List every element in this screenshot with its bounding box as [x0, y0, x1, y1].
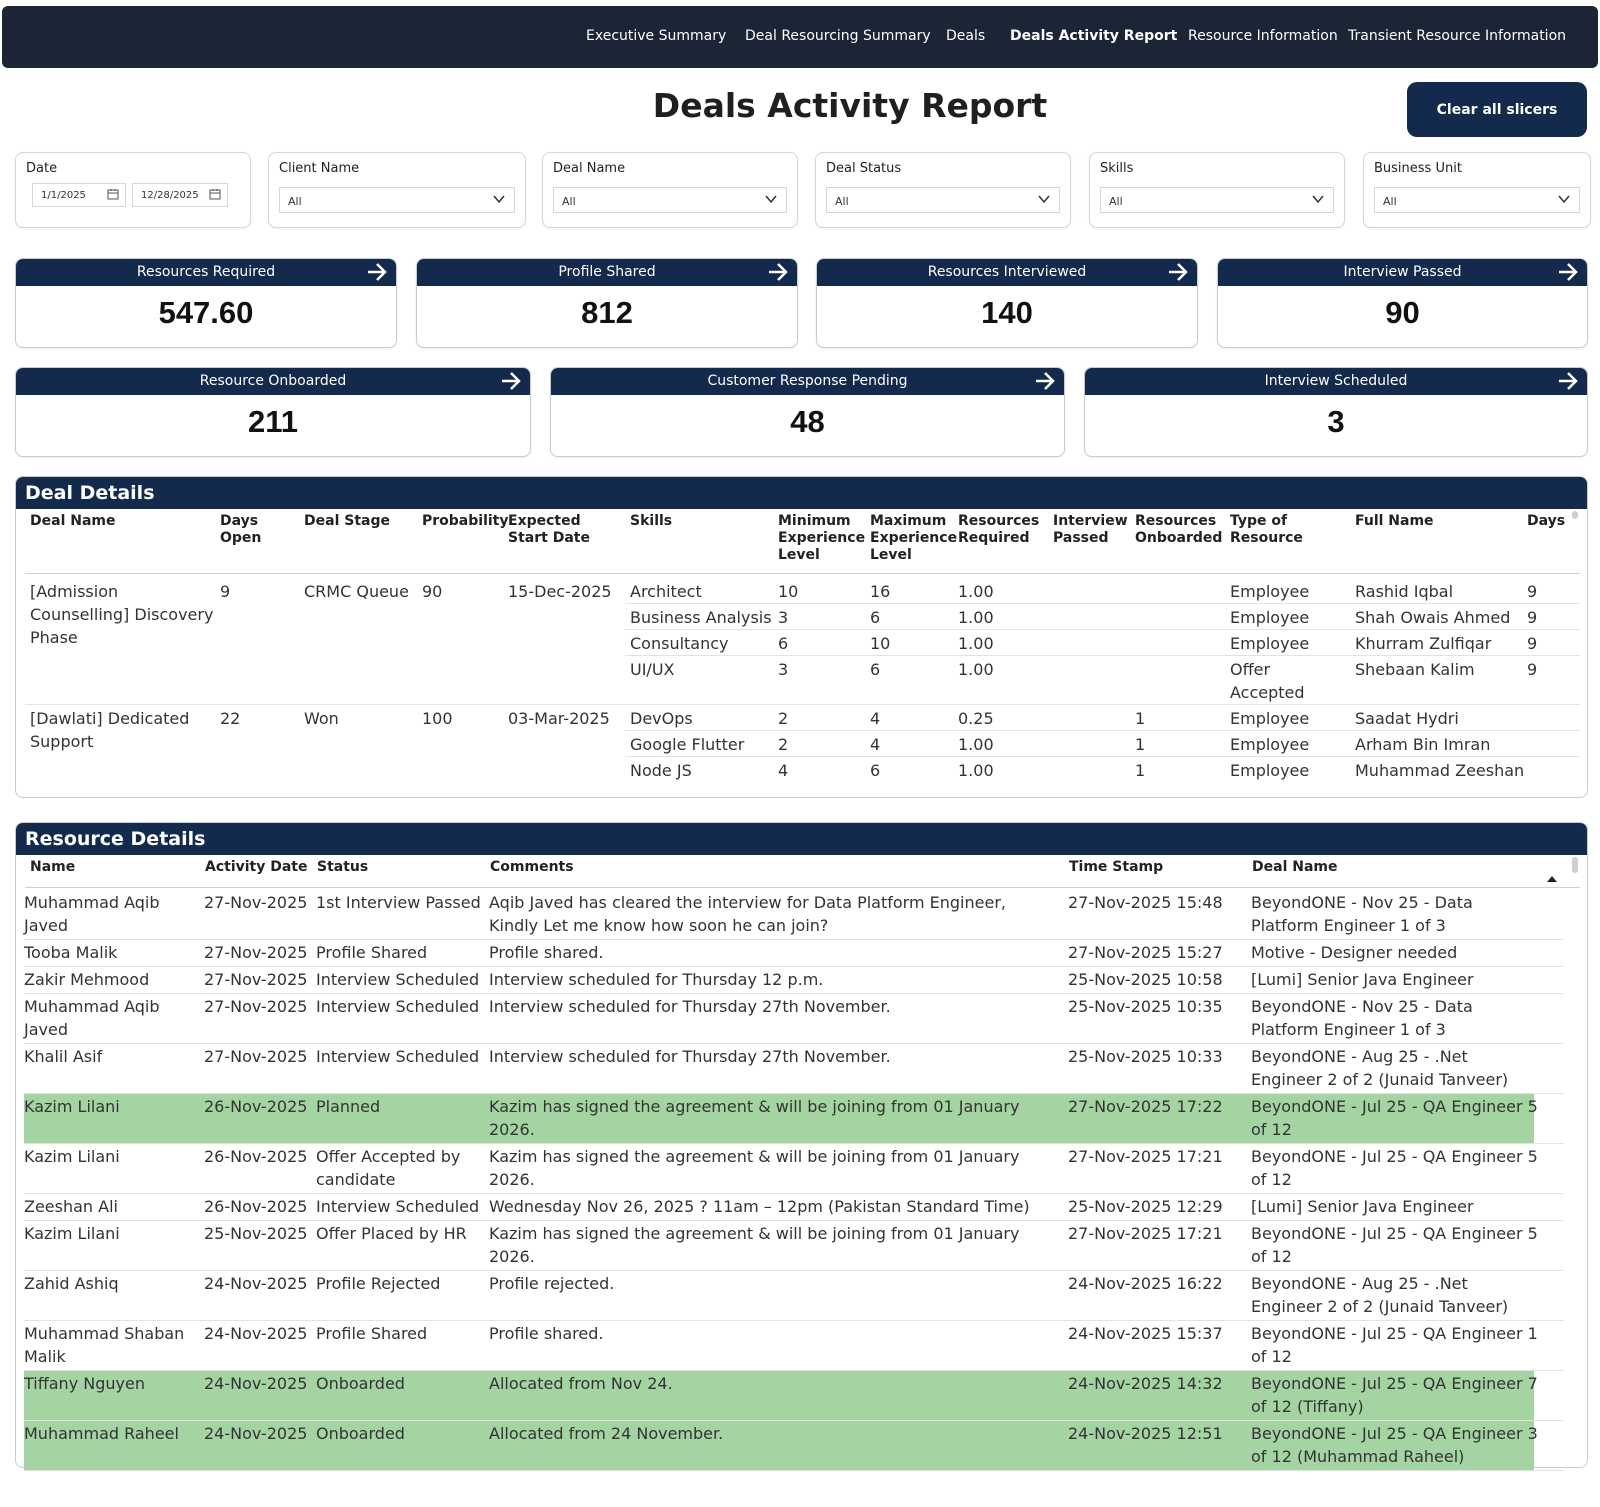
client-name-slicer	[268, 152, 526, 228]
skills-slicer	[1089, 152, 1345, 228]
status-cell: Onboarded	[316, 1374, 405, 1393]
timestamp-cell: 24-Nov-2025 12:51	[1068, 1424, 1223, 1443]
arrow-right-icon[interactable]	[500, 371, 522, 391]
arrow-right-icon[interactable]	[366, 262, 388, 282]
kpi-label: Customer Response Pending	[551, 368, 1064, 395]
deal-name-slicer	[542, 152, 798, 228]
required-cell: 1.00	[958, 582, 994, 601]
name-cell: Tiffany Nguyen	[24, 1374, 145, 1393]
type-cell: Employee	[1230, 761, 1310, 780]
skills-label: Skills	[1100, 161, 1134, 176]
deal-name-value: All	[562, 195, 576, 208]
timestamp-cell: 25-Nov-2025 10:35	[1068, 997, 1223, 1016]
activity-date-cell: 26-Nov-2025	[204, 1197, 308, 1216]
col-header[interactable]: Skills	[630, 513, 673, 529]
activity-date-cell: 24-Nov-2025	[204, 1274, 308, 1293]
status-cell: Interview Scheduled	[316, 1197, 480, 1216]
client-name-value: All	[288, 195, 302, 208]
deal-name-cell: BeyondONE - Aug 25 - .Net Engineer 2 of 2 (Junaid Tanveer)	[1251, 1274, 1509, 1316]
timestamp-cell: 24-Nov-2025 14:32	[1068, 1374, 1223, 1393]
kpi-profile-shared	[416, 258, 798, 348]
deal-name-label: Deal Name	[553, 161, 626, 176]
activity-date-cell: 26-Nov-2025	[204, 1097, 308, 1116]
deal-name-cell: BeyondONE - Nov 25 - Data Platform Engineer 1 of 3	[1251, 997, 1473, 1039]
deal-name-cell: [Lumi] Senior Java Engineer	[1251, 970, 1474, 989]
kpi-resources-interviewed	[816, 258, 1198, 348]
name-cell: Zakir Mehmood	[24, 970, 150, 989]
expected-start-cell: 15-Dec-2025	[508, 582, 612, 601]
status-cell: Profile Shared	[316, 943, 428, 962]
full-name-cell: Khurram Zulfiqar	[1355, 634, 1492, 653]
deal-stage-cell: Won	[304, 709, 339, 728]
col-header[interactable]: Name	[30, 859, 76, 875]
skill-cell: Node JS	[630, 761, 692, 780]
deal-name-dropdown[interactable]	[553, 187, 787, 213]
required-cell: 1.00	[958, 735, 994, 754]
min-exp-cell: 3	[778, 608, 789, 627]
name-cell: Tooba Malik	[24, 943, 118, 962]
date-from-value: 1/1/2025	[41, 190, 86, 201]
deal-status-label: Deal Status	[826, 161, 902, 176]
activity-date-cell: 24-Nov-2025	[204, 1424, 308, 1443]
col-header[interactable]: Interview Passed	[1053, 513, 1128, 546]
col-header[interactable]: Type of Resource	[1230, 513, 1303, 546]
calendar-icon[interactable]	[209, 188, 221, 200]
skill-cell: DevOps	[630, 709, 693, 728]
full-name-cell: Arham Bin Imran	[1355, 735, 1491, 754]
col-header[interactable]: Resources Required	[958, 513, 1040, 546]
comments-cell: Profile shared.	[489, 1324, 604, 1343]
kpi-value: 90	[1385, 295, 1420, 330]
kpi-label: Resources Interviewed	[817, 259, 1197, 286]
col-header[interactable]: Status	[317, 859, 369, 875]
status-cell: 1st Interview Passed	[316, 893, 481, 912]
min-exp-cell: 10	[778, 582, 799, 601]
deal-name-cell: [Lumi] Senior Java Engineer	[1251, 1197, 1474, 1216]
days-cell: 9	[1527, 634, 1538, 653]
min-exp-cell: 4	[778, 761, 789, 780]
deal-stage-cell: CRMC Queue	[304, 582, 409, 601]
resource-details-scrollbar[interactable]	[1572, 857, 1578, 873]
kpi-customer-response-pending	[550, 367, 1065, 457]
name-cell: Muhammad Shaban Malik	[24, 1324, 185, 1366]
timestamp-cell: 25-Nov-2025 10:58	[1068, 970, 1223, 989]
deal-name-cell: [Admission Counselling] Discovery Phase	[30, 582, 214, 647]
date-slicer	[15, 152, 251, 228]
status-cell: Interview Scheduled	[316, 997, 480, 1016]
skill-cell: Consultancy	[630, 634, 729, 653]
comments-cell: Kazim has signed the agreement & will be joining from 01 January 2026.	[489, 1147, 1020, 1189]
timestamp-cell: 25-Nov-2025 10:33	[1068, 1047, 1223, 1066]
kpi-label: Interview Passed	[1218, 259, 1587, 286]
col-header[interactable]: Maximum Experience Level	[870, 513, 958, 563]
max-exp-cell: 16	[870, 582, 891, 601]
timestamp-cell: 27-Nov-2025 17:21	[1068, 1147, 1223, 1166]
skill-cell: Architect	[630, 582, 702, 601]
kpi-value: 547.60	[158, 295, 254, 330]
top-nav-bar	[2, 6, 1598, 68]
arrow-right-icon[interactable]	[1557, 262, 1579, 282]
date-to-field[interactable]	[132, 183, 228, 207]
max-exp-cell: 6	[870, 608, 881, 627]
comments-cell: Allocated from Nov 24.	[489, 1374, 673, 1393]
name-cell: Muhammad Raheel	[24, 1424, 179, 1443]
deal-name-cell: BeyondONE - Jul 25 - QA Engineer 5 of 12	[1251, 1097, 1538, 1139]
onboarded-cell: 1	[1135, 735, 1146, 754]
kpi-label: Profile Shared	[417, 259, 797, 286]
skills-dropdown[interactable]	[1100, 187, 1334, 213]
col-header[interactable]: Activity Date	[205, 859, 308, 875]
comments-cell: Aqib Javed has cleared the interview for Data Platform Engineer, Kindly Let me know how soon he can join?	[489, 893, 1006, 935]
chevron-down-icon	[1557, 192, 1571, 206]
deal-name-cell: BeyondONE - Jul 25 - QA Engineer 7 of 12 (Tiffany)	[1251, 1374, 1538, 1416]
timestamp-cell: 27-Nov-2025 15:48	[1068, 893, 1223, 912]
max-exp-cell: 10	[870, 634, 891, 653]
status-cell: Onboarded	[316, 1424, 405, 1443]
activity-date-cell: 27-Nov-2025	[204, 893, 308, 912]
probability-cell: 100	[422, 709, 453, 728]
name-cell: Kazim Lilani	[24, 1097, 120, 1116]
full-name-cell: Shebaan Kalim	[1355, 660, 1475, 679]
skill-cell: Google Flutter	[630, 735, 745, 754]
col-header[interactable]: Probability	[422, 513, 509, 529]
client-name-dropdown[interactable]	[279, 187, 515, 213]
days-open-cell: 22	[220, 709, 241, 728]
full-name-cell: Shah Owais Ahmed	[1355, 608, 1511, 627]
comments-cell: Profile rejected.	[489, 1274, 615, 1293]
required-cell: 1.00	[958, 761, 994, 780]
date-from-field[interactable]	[32, 183, 126, 207]
kpi-resource-onboarded	[15, 367, 531, 457]
name-cell: Zeeshan Ali	[24, 1197, 118, 1216]
client-name-label: Client Name	[279, 161, 360, 176]
min-exp-cell: 6	[778, 634, 789, 653]
status-cell: Planned	[316, 1097, 381, 1116]
name-cell: Zahid Ashiq	[24, 1274, 119, 1293]
min-exp-cell: 2	[778, 709, 789, 728]
kpi-resources-required	[15, 258, 397, 348]
skill-cell: Business Analysis	[630, 608, 772, 627]
kpi-value: 812	[581, 295, 633, 330]
timestamp-cell: 24-Nov-2025 16:22	[1068, 1274, 1223, 1293]
activity-date-cell: 27-Nov-2025	[204, 943, 308, 962]
deal-status-value: All	[835, 195, 849, 208]
nav-executive-summary[interactable]: Executive Summary	[586, 28, 727, 44]
business-unit-label: Business Unit	[1374, 161, 1462, 176]
max-exp-cell: 6	[870, 761, 881, 780]
required-cell: 1.00	[958, 634, 994, 653]
days-open-cell: 9	[220, 582, 231, 601]
timestamp-cell: 27-Nov-2025 17:22	[1068, 1097, 1223, 1116]
arrow-right-icon[interactable]	[1034, 371, 1056, 391]
type-cell: Employee	[1230, 735, 1310, 754]
deal-name-cell: BeyondONE - Aug 25 - .Net Engineer 2 of 2 (Junaid Tanveer)	[1251, 1047, 1509, 1089]
comments-cell: Kazim has signed the agreement & will be joining from 01 January 2026.	[489, 1097, 1020, 1139]
type-cell: Employee	[1230, 582, 1310, 601]
nav-resource-information[interactable]: Resource Information	[1188, 28, 1338, 44]
status-cell: Interview Scheduled	[316, 1047, 480, 1066]
kpi-label: Interview Scheduled	[1085, 368, 1587, 395]
comments-cell: Profile shared.	[489, 943, 604, 962]
skill-cell: UI/UX	[630, 660, 675, 679]
type-cell: Employee	[1230, 634, 1310, 653]
max-exp-cell: 4	[870, 709, 881, 728]
min-exp-cell: 2	[778, 735, 789, 754]
timestamp-cell: 25-Nov-2025 12:29	[1068, 1197, 1223, 1216]
comments-cell: Interview scheduled for Thursday 12 p.m.	[489, 970, 824, 989]
deal-name-cell: BeyondONE - Jul 25 - QA Engineer 3 of 12 (Muhammad Raheel)	[1251, 1424, 1538, 1466]
activity-date-cell: 27-Nov-2025	[204, 1047, 308, 1066]
type-cell: Employee	[1230, 709, 1310, 728]
required-cell: 1.00	[958, 660, 994, 679]
col-header[interactable]: Full Name	[1355, 513, 1434, 529]
kpi-interview-passed	[1217, 258, 1588, 348]
status-cell: Offer Placed by HR	[316, 1224, 467, 1243]
deal-name-cell: BeyondONE - Jul 25 - QA Engineer 5 of 12	[1251, 1224, 1538, 1266]
nav-transient-resource-information[interactable]: Transient Resource Information	[1348, 28, 1567, 44]
required-cell: 1.00	[958, 608, 994, 627]
activity-date-cell: 26-Nov-2025	[204, 1147, 308, 1166]
kpi-label: Resource Onboarded	[16, 368, 530, 395]
max-exp-cell: 4	[870, 735, 881, 754]
col-header[interactable]: Expected Start Date	[508, 513, 590, 546]
full-name-cell: Rashid Iqbal	[1355, 582, 1454, 601]
page-title: Deals Activity Report	[652, 86, 1048, 125]
name-cell: Muhammad Aqib Javed	[24, 997, 160, 1039]
chevron-down-icon	[1037, 192, 1051, 206]
full-name-cell: Saadat Hydri	[1355, 709, 1459, 728]
skills-value: All	[1109, 195, 1123, 208]
type-cell: Employee	[1230, 608, 1310, 627]
activity-date-cell: 24-Nov-2025	[204, 1324, 308, 1343]
col-header[interactable]: Minimum Experience Level	[778, 513, 866, 563]
nav-deals-activity-report[interactable]: Deals Activity Report	[1010, 28, 1178, 44]
probability-cell: 90	[422, 582, 443, 601]
kpi-label: Resources Required	[16, 259, 396, 286]
deal-status-dropdown[interactable]	[826, 187, 1060, 213]
status-cell: Profile Shared	[316, 1324, 428, 1343]
onboarded-cell: 1	[1135, 709, 1146, 728]
deal-name-cell: BeyondONE - Jul 25 - QA Engineer 5 of 12	[1251, 1147, 1538, 1189]
timestamp-cell: 24-Nov-2025 15:37	[1068, 1324, 1223, 1343]
comments-cell: Kazim has signed the agreement & will be joining from 01 January 2026.	[489, 1224, 1020, 1266]
expected-start-cell: 03-Mar-2025	[508, 709, 610, 728]
date-slicer-label: Date	[26, 161, 58, 176]
required-cell: 0.25	[958, 709, 994, 728]
deal-details-table	[15, 476, 1588, 798]
activity-date-cell: 24-Nov-2025	[204, 1374, 308, 1393]
comments-cell: Wednesday Nov 26, 2025 ? 11am – 12pm (Pakistan Standard Time)	[489, 1197, 1030, 1216]
name-cell: Khalil Asif	[24, 1047, 103, 1066]
kpi-value: 48	[790, 404, 825, 439]
comments-cell: Allocated from 24 November.	[489, 1424, 724, 1443]
business-unit-dropdown[interactable]	[1374, 187, 1580, 213]
col-header[interactable]: Days	[1527, 513, 1566, 529]
activity-date-cell: 27-Nov-2025	[204, 970, 308, 989]
type-cell: Offer Accepted	[1230, 660, 1305, 702]
deal-name-cell: BeyondONE - Jul 25 - QA Engineer 1 of 12	[1251, 1324, 1538, 1366]
days-cell: 9	[1527, 660, 1538, 679]
full-name-cell: Muhammad Zeeshan	[1355, 761, 1525, 780]
kpi-value: 140	[981, 295, 1033, 330]
kpi-interview-scheduled	[1084, 367, 1588, 457]
name-cell: Muhammad Aqib Javed	[24, 893, 160, 935]
days-cell: 9	[1527, 582, 1538, 601]
status-cell: Profile Rejected	[316, 1274, 441, 1293]
nav-deals[interactable]: Deals	[946, 28, 986, 44]
deal-name-cell: [Dawlati] Dedicated Support	[30, 709, 190, 751]
sort-desc-icon[interactable]	[1546, 875, 1558, 883]
col-header[interactable]: Comments	[490, 859, 574, 875]
deal-status-slicer	[815, 152, 1071, 228]
activity-date-cell: 25-Nov-2025	[204, 1224, 308, 1243]
status-cell: Interview Scheduled	[316, 970, 480, 989]
col-header[interactable]: Days Open	[220, 513, 262, 546]
deal-name-cell: Motive - Designer needed	[1251, 943, 1458, 962]
col-header[interactable]: Deal Name	[30, 513, 116, 529]
deal-details-scrollbar[interactable]	[1572, 511, 1578, 519]
chevron-down-icon	[1311, 192, 1325, 206]
clear-all-slicers-button[interactable]: Clear all slicers	[1407, 82, 1587, 137]
comments-cell: Interview scheduled for Thursday 27th November.	[489, 997, 891, 1016]
timestamp-cell: 27-Nov-2025 15:27	[1068, 943, 1223, 962]
col-header[interactable]: Time Stamp	[1069, 859, 1164, 875]
col-header[interactable]: Resources Onboarded	[1135, 513, 1223, 546]
name-cell: Kazim Lilani	[24, 1147, 120, 1166]
comments-cell: Interview scheduled for Thursday 27th November.	[489, 1047, 891, 1066]
resource-details-title: Resource Details	[16, 823, 1587, 855]
chevron-down-icon	[764, 192, 778, 206]
deal-name-cell: BeyondONE - Nov 25 - Data Platform Engineer 1 of 3	[1251, 893, 1473, 935]
timestamp-cell: 27-Nov-2025 17:21	[1068, 1224, 1223, 1243]
status-cell: Offer Accepted by candidate	[316, 1147, 461, 1189]
min-exp-cell: 3	[778, 660, 789, 679]
kpi-value: 3	[1327, 404, 1345, 439]
business-unit-value: All	[1383, 195, 1397, 208]
chevron-down-icon	[492, 192, 506, 206]
date-to-value: 12/28/2025	[141, 190, 199, 201]
col-header[interactable]: Deal Stage	[304, 513, 390, 529]
onboarded-cell: 1	[1135, 761, 1146, 780]
days-cell: 9	[1527, 608, 1538, 627]
arrow-right-icon[interactable]	[767, 262, 789, 282]
nav-deal-resourcing-summary[interactable]: Deal Resourcing Summary	[745, 28, 931, 44]
business-unit-slicer	[1363, 152, 1591, 228]
max-exp-cell: 6	[870, 660, 881, 679]
activity-date-cell: 27-Nov-2025	[204, 997, 308, 1016]
deal-details-title: Deal Details	[16, 477, 1587, 509]
arrow-right-icon[interactable]	[1167, 262, 1189, 282]
arrow-right-icon[interactable]	[1557, 371, 1579, 391]
name-cell: Kazim Lilani	[24, 1224, 120, 1243]
calendar-icon[interactable]	[107, 188, 119, 200]
kpi-value: 211	[247, 404, 298, 439]
col-header[interactable]: Deal Name	[1252, 859, 1338, 875]
